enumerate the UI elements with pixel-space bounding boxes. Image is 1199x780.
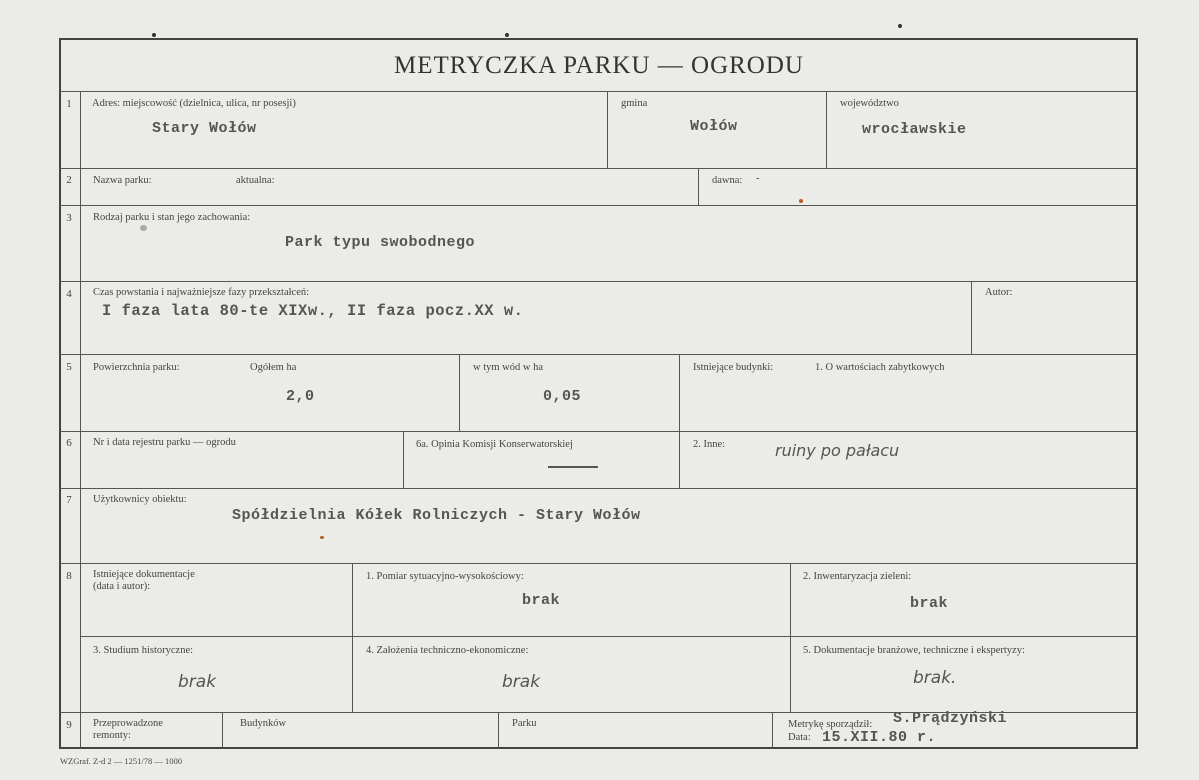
branch-docs-value: brak. — [913, 668, 957, 688]
total-area-label: Ogółem ha — [250, 362, 297, 373]
other-buildings-value: ruiny po pałacu — [775, 441, 900, 460]
water-area-value: 0,05 — [543, 388, 582, 405]
divider — [826, 91, 827, 168]
number-column-divider — [80, 91, 81, 748]
divider — [679, 354, 680, 431]
form-title: METRYCZKA PARKU — OGRODU — [394, 52, 804, 79]
register-label: Nr i data rejestru parku — ogrodu — [93, 437, 236, 448]
ink-stroke — [548, 466, 598, 468]
divider — [60, 168, 1137, 169]
former-name-value: - — [756, 173, 760, 184]
commission-opinion-label: 6a. Opinia Komisji Konserwatorskiej — [416, 439, 573, 450]
address-label: Adres: miejscowość (dzielnica, ulica, nr posesji) — [92, 98, 296, 109]
historical-study-value: brak — [178, 672, 217, 692]
divider — [80, 636, 1137, 637]
divider — [60, 431, 1137, 432]
row-number: 5 — [66, 361, 72, 373]
ink-speck — [152, 33, 156, 37]
print-footer: WZGraf. Z-d 2 — 1251/78 — 1000 — [60, 756, 183, 766]
historical-study-label: 3. Studium historyczne: — [93, 645, 194, 656]
buildings-renovation-label: Budynków — [240, 718, 287, 729]
divider — [498, 712, 499, 748]
divider — [790, 563, 791, 712]
water-area-label: w tym wód w ha — [473, 362, 543, 373]
date-label: Data: — [788, 732, 811, 743]
divider — [352, 563, 353, 712]
row-number: 2 — [66, 174, 72, 186]
historic-buildings-label: 1. O wartościach zabytkowych — [815, 362, 945, 373]
divider — [971, 281, 972, 354]
divider — [60, 488, 1137, 489]
divider — [60, 563, 1137, 564]
row-number: 3 — [66, 212, 72, 224]
park-type-value: Park typu swobodnego — [285, 234, 476, 251]
total-area-value: 2,0 — [286, 388, 315, 405]
divider — [403, 431, 404, 488]
renovations-sublabel: remonty: — [93, 730, 131, 741]
form-frame — [59, 38, 1138, 749]
divider — [459, 354, 460, 431]
address-value: Stary Wołów — [152, 120, 257, 137]
prepared-by-label: Metrykę sporządził: — [788, 719, 873, 730]
wojewodztwo-label: województwo — [840, 98, 899, 109]
ink-speck — [898, 24, 902, 28]
ink-speck — [505, 33, 509, 37]
branch-docs-label: 5. Dokumentacje branżowe, techniczne i ekspertyzy: — [803, 645, 1025, 656]
technical-assumptions-value: brak — [502, 672, 541, 692]
divider — [679, 431, 680, 488]
users-value: Spółdzielnia Kółek Rolniczych - Stary Wołów — [232, 507, 641, 524]
prepared-by-value: S.Prądzyński — [893, 710, 1008, 727]
divider — [698, 168, 699, 205]
area-label: Powierzchnia parku: — [93, 362, 180, 373]
divider — [772, 712, 773, 748]
row-number: 6 — [66, 437, 72, 449]
row-number: 9 — [66, 719, 72, 731]
wojewodztwo-value: wrocławskie — [862, 121, 967, 138]
existing-docs-label: Istniejące dokumentacje — [93, 569, 195, 580]
ink-speck — [320, 536, 324, 539]
history-phases-label: Czas powstania i najważniejsze fazy przekształceń: — [93, 287, 310, 298]
renovations-label: Przeprowadzone — [93, 718, 163, 729]
gmina-value: Wołów — [690, 118, 738, 135]
existing-docs-sublabel: (data i autor): — [93, 581, 151, 592]
park-name-label: Nazwa parku: — [93, 175, 152, 186]
technical-assumptions-label: 4. Założenia techniczno-ekonomiczne: — [366, 645, 529, 656]
history-phases-value: I faza lata 80-te XIXw., II faza pocz.XX w. — [102, 302, 524, 320]
greenery-inventory-value: brak — [910, 595, 949, 612]
park-renovation-label: Parku — [512, 718, 537, 729]
users-label: Użytkownicy obiektu: — [93, 494, 187, 505]
divider — [60, 91, 1137, 92]
survey-value: brak — [522, 592, 561, 609]
gmina-label: gmina — [621, 98, 648, 109]
other-buildings-label: 2. Inne: — [693, 439, 726, 450]
divider — [60, 205, 1137, 206]
row-number: 4 — [66, 288, 72, 300]
divider — [222, 712, 223, 748]
existing-buildings-label: Istniejące budynki: — [693, 362, 774, 373]
author-label: Autor: — [985, 287, 1013, 298]
greenery-inventory-label: 2. Inwentaryzacja zieleni: — [803, 571, 912, 582]
former-name-label: dawna: — [712, 175, 743, 186]
divider — [60, 354, 1137, 355]
ink-speck — [140, 225, 147, 231]
divider — [60, 281, 1137, 282]
date-value: 15.XII.80 r. — [822, 729, 937, 746]
row-number: 1 — [66, 98, 72, 110]
ink-speck — [799, 199, 803, 203]
survey-label: 1. Pomiar sytuacyjno-wysokościowy: — [366, 571, 524, 582]
park-type-label: Rodzaj parku i stan jego zachowania: — [93, 212, 251, 223]
row-number: 8 — [66, 570, 72, 582]
row-number: 7 — [66, 494, 72, 506]
current-name-label: aktualna: — [236, 175, 275, 186]
divider — [607, 91, 608, 168]
